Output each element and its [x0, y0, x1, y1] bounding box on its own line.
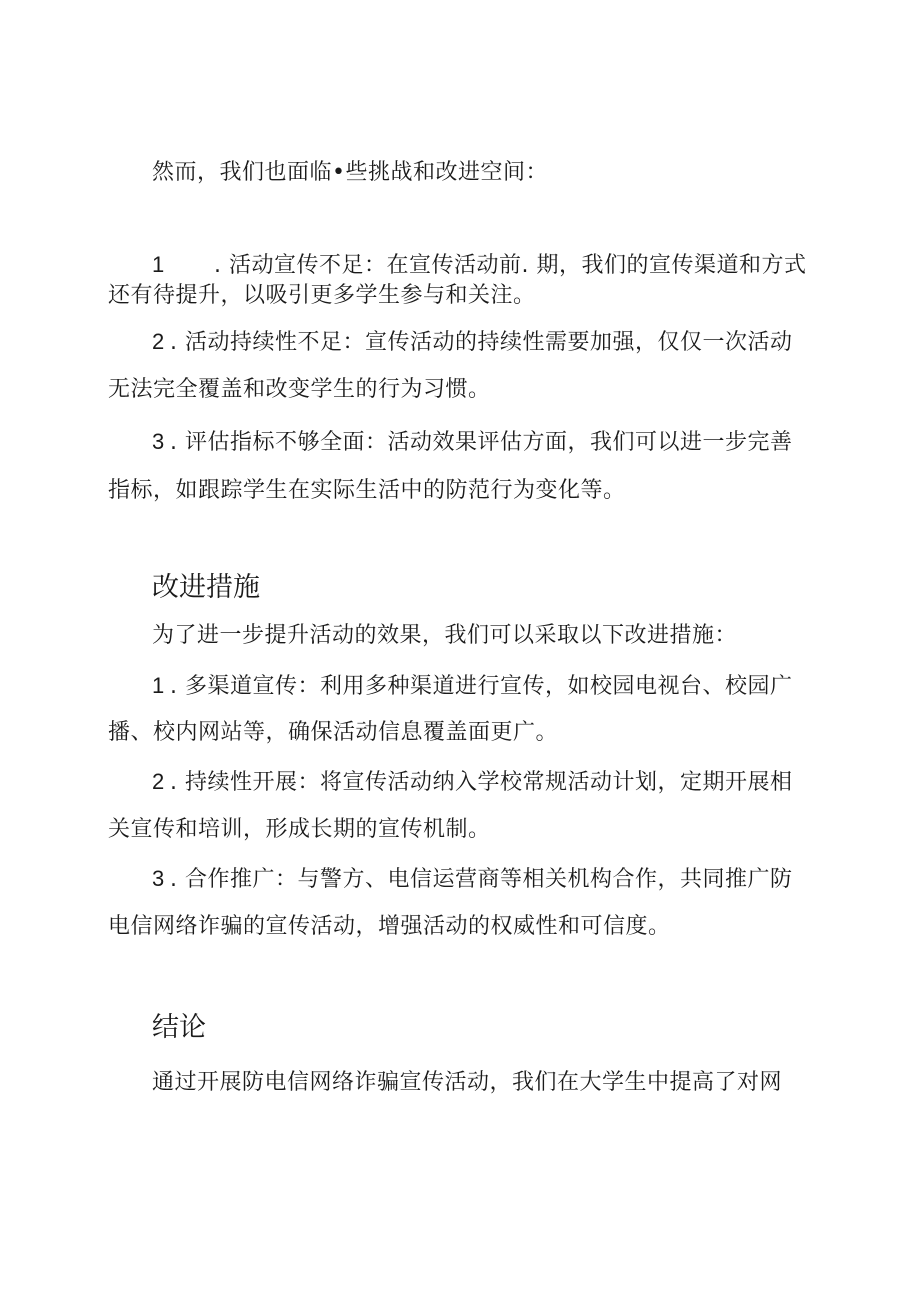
improvements-intro: 为了进一步提升活动的效果，我们可以采取以下改进措施： [152, 623, 738, 648]
list-item-text: . 持续性开展：将宣传活动纳入学校常规活动计划，定期开展相 [170, 770, 793, 795]
list-item-text: . 多渠道宣传：利用多种渠道进行宣传，如校园电视台、校园广 [170, 674, 793, 699]
challenge-item-3-cont: 指标，如跟踪学生在实际生活中的防范行为变化等。 [108, 478, 626, 503]
challenge-item-3 [152, 427, 793, 458]
conclusion-heading: 结论 [152, 1012, 206, 1043]
list-item-text: . 活动持续性不足：宣传活动的持续性需要加强，仅仅一次活动 [170, 330, 793, 355]
improvement-item-3 [152, 864, 793, 895]
improvements-heading: 改进措施 [152, 572, 260, 603]
list-item-text: . 评估指标不够全面：活动效果评估方面，我们可以进一步完善 [170, 430, 793, 455]
list-number: 2 [152, 329, 165, 354]
challenge-item-2 [152, 327, 793, 358]
challenge-item-1 [152, 250, 806, 281]
conclusion-paragraph: 通过开展防电信网络诈骗宣传活动，我们在大学生中提高了对网 [152, 1070, 783, 1095]
challenge-item-2-cont: 无法完全覆盖和改变学生的行为习惯。 [108, 377, 491, 402]
list-item-text: . 活动宣传不足：在宣传活动前. 期，我们的宣传渠道和方式 [214, 253, 807, 278]
challenge-item-1-cont: 还有待提升，以吸引更多学生参与和关注。 [108, 283, 536, 308]
improvement-item-2-cont: 关宣传和培训，形成长期的宣传机制。 [108, 817, 491, 842]
list-number: 3 [152, 866, 165, 891]
improvement-item-2 [152, 767, 793, 798]
list-number: 2 [152, 769, 165, 794]
list-number: 1 [152, 252, 165, 277]
improvement-item-1-cont: 播、校内网站等，确保活动信息覆盖面更广。 [108, 720, 559, 745]
improvement-item-1 [152, 671, 793, 702]
list-number: 3 [152, 429, 165, 454]
list-number: 1 [152, 673, 165, 698]
list-item-text: . 合作推广：与警方、电信运营商等相关机构合作，共同推广防 [170, 867, 793, 892]
improvement-item-3-cont: 电信网络诈骗的宣传活动，增强活动的权威性和可信度。 [108, 914, 671, 939]
challenges-intro: 然而，我们也面临•些挑战和改进空间： [152, 160, 548, 185]
